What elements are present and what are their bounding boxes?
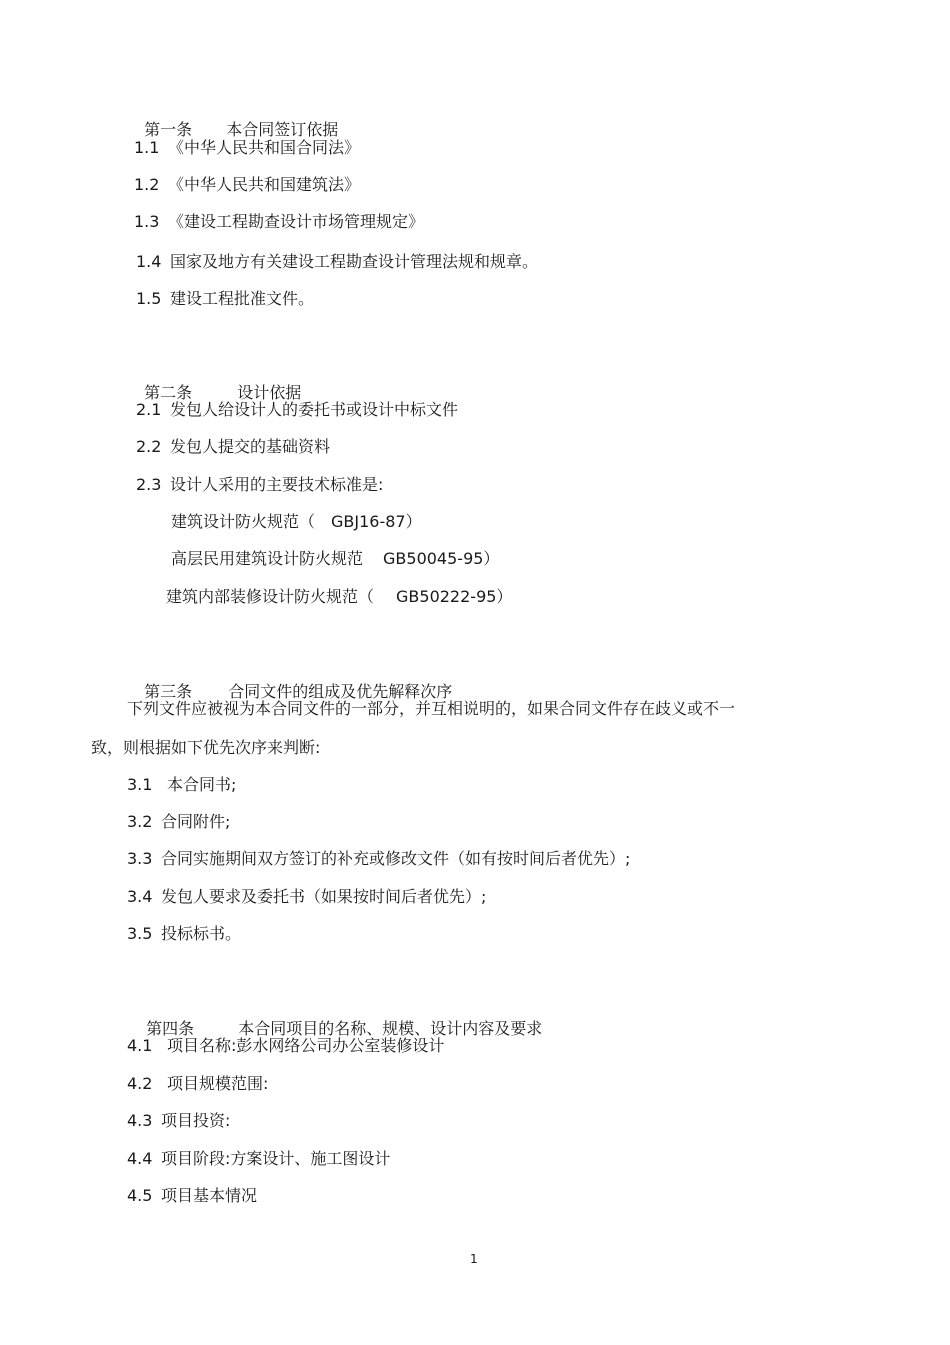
item-text: 投标标书。 bbox=[161, 924, 242, 943]
item-text: 项目规模范围: bbox=[167, 1074, 269, 1093]
article1-item bbox=[134, 138, 360, 158]
item-text: 本合同书; bbox=[167, 775, 237, 794]
article1-item bbox=[136, 289, 314, 309]
article4-item bbox=[127, 1074, 268, 1094]
article3-item bbox=[127, 924, 241, 944]
article1-item bbox=[134, 175, 360, 195]
article3-heading: 第三条 bbox=[144, 682, 193, 701]
article3-item bbox=[127, 849, 630, 869]
article3-item bbox=[127, 775, 236, 795]
item-number: 4.3 bbox=[127, 1111, 153, 1130]
item-number: 3.2 bbox=[127, 812, 153, 831]
item-number: 4.4 bbox=[127, 1149, 153, 1168]
article2-heading: 第二条 bbox=[144, 383, 193, 402]
item-text: 发包人提交的基础资料 bbox=[170, 437, 331, 456]
article4-item bbox=[127, 1111, 230, 1131]
item-text: 《建设工程勘查设计市场管理规定》 bbox=[168, 212, 425, 231]
article4-title: 本合同项目的名称、规模、设计内容及要求 bbox=[238, 1019, 543, 1038]
article1-heading: 第一条 bbox=[144, 120, 193, 139]
standard-name: 建筑设计防火规范（ bbox=[171, 512, 316, 531]
article1-item bbox=[134, 212, 424, 232]
article2-title: 设计依据 bbox=[237, 383, 302, 402]
article2-item bbox=[136, 437, 330, 457]
article4-item bbox=[127, 1149, 390, 1169]
standard-code: GB50222-95） bbox=[396, 587, 513, 606]
standard-line bbox=[171, 512, 422, 532]
item-number: 3.4 bbox=[127, 887, 153, 906]
article4-heading-line bbox=[136, 999, 542, 1039]
page-number: 1 bbox=[470, 1252, 478, 1266]
article3-item bbox=[127, 887, 486, 907]
article3-heading-line bbox=[134, 662, 452, 702]
item-number: 3.5 bbox=[127, 924, 153, 943]
article3-item bbox=[127, 812, 230, 832]
item-number: 4.5 bbox=[127, 1186, 153, 1205]
article1-heading-line bbox=[134, 100, 338, 140]
article4-item bbox=[127, 1186, 257, 1206]
item-text: 项目阶段:方案设计、施工图设计 bbox=[161, 1149, 391, 1168]
standard-line bbox=[171, 549, 499, 569]
item-text: 合同实施期间双方签订的补充或修改文件（如有按时间后者优先）; bbox=[161, 849, 631, 868]
item-number: 4.2 bbox=[127, 1074, 153, 1093]
item-number: 2.3 bbox=[136, 475, 162, 494]
standard-name: 建筑内部装修设计防火规范（ bbox=[166, 587, 375, 606]
item-number: 2.2 bbox=[136, 437, 162, 456]
article4-heading: 第四条 bbox=[146, 1019, 195, 1038]
item-number: 1.4 bbox=[136, 252, 162, 271]
item-text: 国家及地方有关建设工程勘查设计管理法规和规章。 bbox=[170, 252, 539, 271]
item-number: 1.1 bbox=[134, 138, 160, 157]
item-text: 《中华人民共和国建筑法》 bbox=[168, 175, 361, 194]
standard-name: 高层民用建筑设计防火规范 bbox=[171, 549, 364, 568]
item-text: 项目投资: bbox=[161, 1111, 231, 1130]
article3-paragraph-line-2: 致，则根据如下优先次序来判断: bbox=[91, 738, 321, 757]
item-number: 1.5 bbox=[136, 289, 162, 308]
item-number: 3.1 bbox=[127, 775, 153, 794]
standard-line bbox=[166, 587, 512, 607]
article1-item bbox=[136, 252, 538, 272]
article3-title: 合同文件的组成及优先解释次序 bbox=[228, 682, 453, 701]
item-text: 设计人采用的主要技术标准是: bbox=[170, 475, 384, 494]
article3-paragraph-line-1: 下列文件应被视为本合同文件的一部分，并互相说明的，如果合同文件存在歧义或不一 bbox=[127, 699, 736, 718]
standard-code: GBJ16-87） bbox=[331, 512, 422, 531]
item-text: 发包人要求及委托书（如果按时间后者优先）; bbox=[161, 887, 487, 906]
item-text: 合同附件; bbox=[161, 812, 231, 831]
article2-item bbox=[136, 475, 383, 495]
article4-item bbox=[127, 1036, 444, 1056]
article2-heading-line bbox=[134, 363, 301, 403]
article1-title: 本合同签订依据 bbox=[226, 120, 339, 139]
article2-item bbox=[136, 400, 458, 420]
item-number: 3.3 bbox=[127, 849, 153, 868]
item-number: 2.1 bbox=[136, 400, 162, 419]
standard-code: GB50045-95） bbox=[383, 549, 500, 568]
item-text: 建设工程批准文件。 bbox=[170, 289, 315, 308]
item-text: 项目名称:彭水网络公司办公室装修设计 bbox=[167, 1036, 445, 1055]
item-text: 《中华人民共和国合同法》 bbox=[168, 138, 361, 157]
item-number: 1.2 bbox=[134, 175, 160, 194]
item-number: 4.1 bbox=[127, 1036, 153, 1055]
item-number: 1.3 bbox=[134, 212, 160, 231]
item-text: 项目基本情况 bbox=[161, 1186, 258, 1205]
item-text: 发包人给设计人的委托书或设计中标文件 bbox=[170, 400, 459, 419]
